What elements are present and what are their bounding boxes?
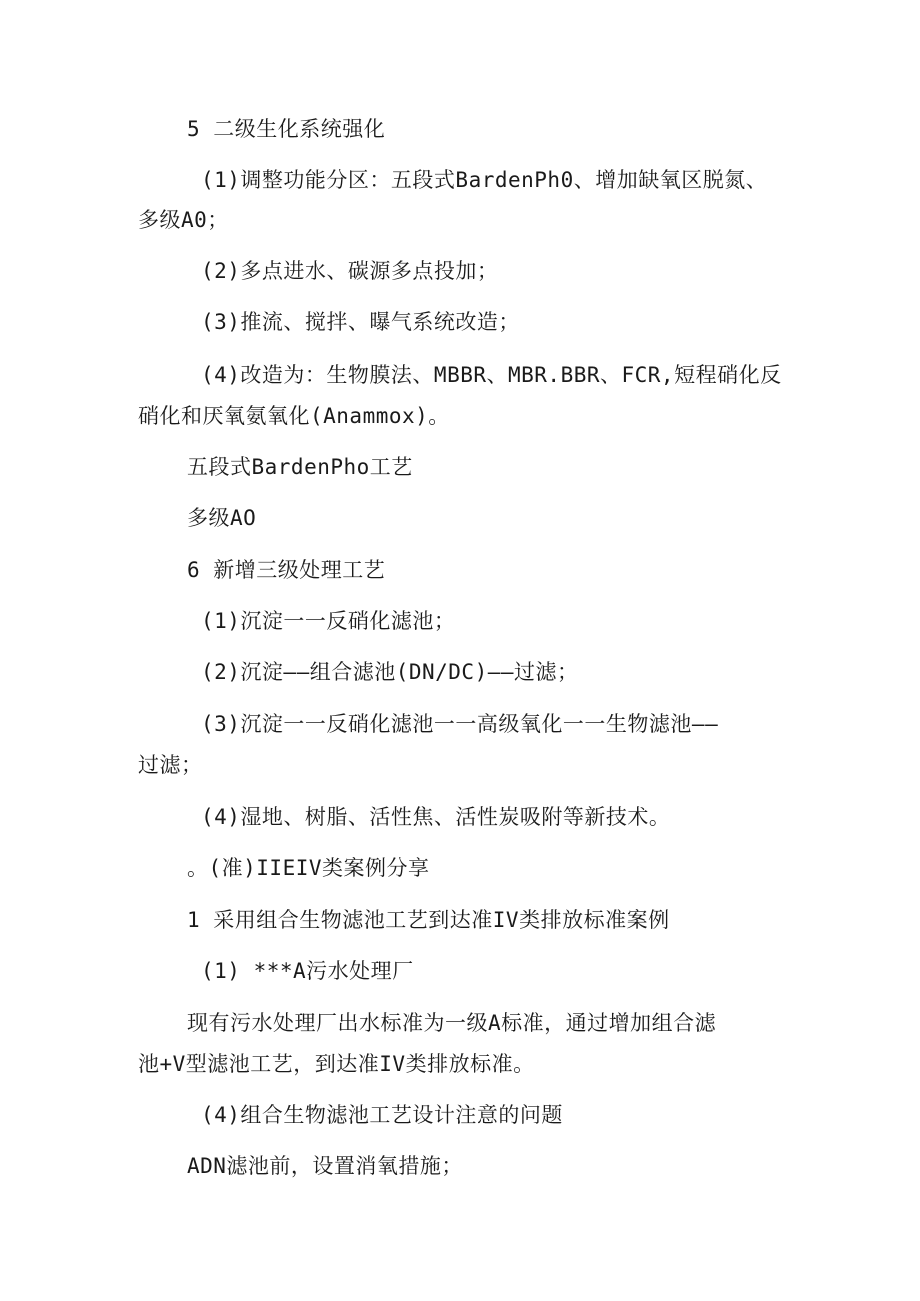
list-item-6-4: (4)湿地、树脂、活性焦、活性炭吸附等新技术。 <box>201 805 671 829</box>
case-paragraph: 现有污水处理厂出水标准为一级A标准，通过增加组合滤 <box>187 1011 717 1035</box>
case-paragraph-cont: 池+V型滤池工艺，到达准IV类排放标准。 <box>138 1052 535 1076</box>
list-item-5-4-cont: 硝化和厌氧氨氧化(Anammox)。 <box>138 404 450 428</box>
case-item-1: (1) ***A污水处理厂 <box>201 959 414 983</box>
list-item-5-2: (2)多点进水、碳源多点投加； <box>201 259 499 283</box>
paragraph-multistage-ao: 多级AO <box>187 506 257 530</box>
case-note-adn: ADN滤池前，设置消氧措施； <box>187 1154 463 1178</box>
section-heading-5: 5 二级生化系统强化 <box>187 117 386 141</box>
list-item-5-3: (3)推流、搅拌、曝气系统改造； <box>201 310 520 334</box>
list-item-6-3: (3)沉淀一一反硝化滤池一一高级氧化一一生物滤池—— <box>201 712 719 736</box>
section-heading-6: 6 新增三级处理工艺 <box>187 558 386 582</box>
list-item-5-1-cont: 多级A0； <box>138 208 229 232</box>
case-heading-1: 1 采用组合生物滤池工艺到达准IV类排放标准案例 <box>187 908 670 932</box>
list-item-6-2: (2)沉淀——组合滤池(DN/DC)——过滤； <box>201 660 579 684</box>
case-item-4: (4)组合生物滤池工艺设计注意的问题 <box>201 1103 563 1127</box>
list-item-6-3-cont: 过滤； <box>138 753 203 777</box>
list-item-5-4: (4)改造为：生物膜法、MBBR、MBR.BBR、FCR,短程硝化反 <box>201 363 782 387</box>
section-heading-cases: 。(准)IIEIV类案例分享 <box>187 856 430 880</box>
paragraph-bardenpho: 五段式BardenPho工艺 <box>187 455 413 479</box>
list-item-5-1: (1)调整功能分区：五段式BardenPh0、增加缺氧区脱氮、 <box>201 168 768 192</box>
list-item-6-1: (1)沉淀一一反硝化滤池； <box>201 609 456 633</box>
